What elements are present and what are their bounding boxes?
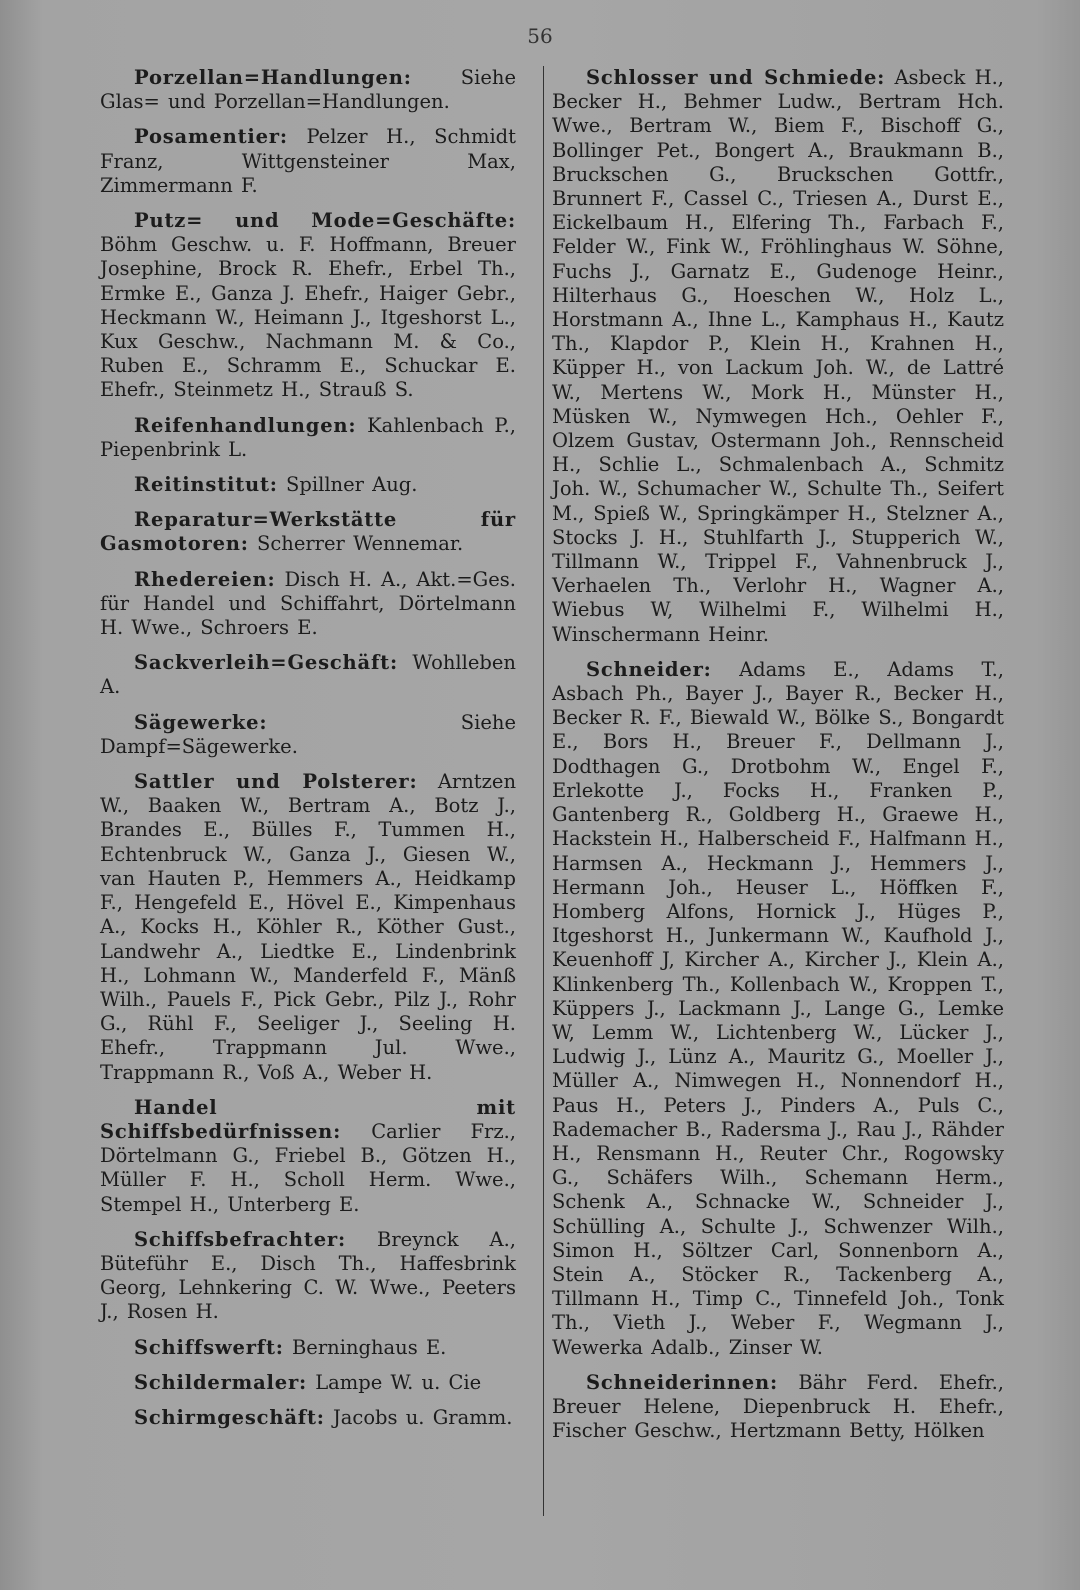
entry-posamentier — [100, 125, 516, 198]
entry-heading: Posamentier: — [134, 125, 288, 149]
entry-saegewerke — [100, 711, 516, 759]
entry-text: Asbeck H., Becker H., Behmer Ludw., Bertram Hch. Wwe., Bertram W., Biem F., Bischoff G., Bollinger Pet., Bongert A., Braukmann B., Bruckschen G., Bruckschen Gottfr., Brunnert F., Cassel C., Triesen A., Durst E., Eickelbaum H., Elfering Th., Farbach F., Felder W., Fink W., Fröhlinghaus W. Söhne, Fuchs J., Garnatz E., Gudenoge Heinr., Hilterhaus G., Hoeschen W., Holz L., Horstmann A., Ihne L., Kamphaus H., Kautz Th., Klapdor P., Klein H., Krahnen H., Küpper H., von Lackum Joh. W., de Lattré W., Mertens W., Mork H., Münster H., Müsken W., Nymwegen Hch., Oehler F., Olzem Gustav, Ostermann Joh., Rennscheid H., Schlie L., Schmalenbach A., Schmitz Joh. W., Schumacher W., Schulte Th., Seifert M., Spieß W., Springkämper H., Stelzner A., Stocks J. H., Stuhlfarth J., Stupperich W., Tillmann W., Trippel F., Vahnenbruck J., Verhaelen Th., Verlohr H., Wagner A., Wiebus W, Wilhelmi F., Wilhelmi H., Winschermann Heinr. — [552, 66, 1004, 646]
entry-putz-mode — [100, 209, 516, 403]
entry-text: Böhm Geschw. u. F. Hoffmann, Breuer Josephine, Brock R. Ehefr., Erbel Th., Ermke E., Ganza J. Ehefr., Haiger Gebr., Heckmann W., Heimann J., Itgeshorst L., Kux Geschw., Nachmann M. & Co., Ruben E., Schramm E., Schuckar E. Ehefr., Steinmetz H., Strauß S. — [100, 233, 516, 402]
entry-heading: Reparatur=Werkstätte für Gasmotoren: — [100, 508, 516, 556]
entry-reifenhandlungen — [100, 414, 516, 462]
entry-schneider — [552, 658, 1004, 1360]
entry-text: Breynck A., Büteführ E., Disch Th., Haffesbrink Georg, Lehnkering C. W. Wwe., Peeters J., Rosen H. — [100, 1227, 516, 1324]
entry-text: Disch H. A., Akt.=Ges. für Handel und Schiffahrt, Dörtelmann H. Wwe., Schroers E. — [100, 567, 517, 640]
entry-text: Lampe W. u. Cie — [315, 1370, 482, 1394]
entry-heading: Schlosser und Schmiede: — [586, 66, 886, 89]
entry-schirmgeschaeft — [100, 1406, 516, 1430]
entry-heading: Sägewerke: — [134, 710, 268, 734]
entry-schneiderinnen — [552, 1371, 1004, 1444]
entry-schiffsbeduerfnisse — [100, 1096, 516, 1217]
entry-heading: Handel mit Schiffsbedürfnissen: — [100, 1095, 516, 1143]
entry-heading: Sackverleih=Geschäft: — [134, 651, 398, 675]
entry-sattler — [100, 770, 516, 1085]
entry-text: Arntzen W., Baaken W., Bertram A., Botz J., Brandes E., Bülles F., Tummen H., Echtenbruck W., Ganza J., Giesen W., van Hauten P., Hemmers A., Heidkamp F., Hengefeld E., Hövel E., Kimpenhaus A., Kocks H., Köhler R., Köther Gust., Landwehr A., Liedtke E., Lindenbrink H., Lohmann W., Manderfeld F., Mänß Wilh., Pauels F., Pick Gebr., Pilz J., Rohr G., Rühl F., Seeliger J., Seeling H. Ehefr., Trappmann Jul. Wwe., Trappmann R., Voß A., Weber H. — [100, 770, 517, 1084]
entry-schildermaler — [100, 1371, 516, 1395]
entry-text: Pelzer H., Schmidt Franz, Wittgensteiner Max, Zimmermann F. — [100, 125, 516, 197]
entry-text: Siehe Glas= und Porzellan=Handlungen. — [100, 66, 516, 114]
entry-text: Bähr Ferd. Ehefr., Breuer Helene, Diepenbruck H. Ehefr., Fischer Geschw., Hertzmann Betty, Hölken — [552, 1370, 1004, 1443]
entry-heading: Sattler und Polsterer: — [134, 770, 418, 794]
entry-heading: Schiffswerft: — [134, 1335, 284, 1359]
entry-heading: Reifenhandlungen: — [134, 413, 357, 437]
entry-text: Wohlleben A. — [100, 651, 516, 699]
entry-heading: Reitinstitut: — [134, 473, 278, 497]
entry-heading: Schneiderinnen: — [586, 1370, 778, 1394]
entry-heading: Porzellan=Handlungen: — [134, 66, 412, 89]
entry-reitinstitut — [100, 473, 516, 497]
entry-reparatur — [100, 508, 516, 556]
entry-text: Carlier Frz., Dörtelmann G., Friebel B., Götzen H., Müller F. H., Scholl Herm. Wwe., Stempel H., Unterberg E. — [100, 1119, 516, 1216]
entry-heading: Schirmgeschäft: — [134, 1405, 325, 1429]
right-column — [552, 66, 1004, 1454]
entry-text: Scherrer Wennemar. — [256, 532, 464, 556]
entry-rhedereien — [100, 568, 516, 641]
entry-text: Jacobs u. Gramm. — [332, 1405, 513, 1429]
entry-text: Siehe Dampf=Sägewerke. — [100, 710, 516, 758]
left-column — [100, 66, 516, 1441]
entry-schlosser — [552, 66, 1004, 647]
entry-heading: Schiffsbefrachter: — [134, 1227, 346, 1251]
entry-text: Kahlenbach P., Piepenbrink L. — [100, 413, 516, 461]
entry-heading: Schneider: — [586, 657, 712, 681]
entry-porzellan — [100, 66, 516, 114]
entry-sackverleih — [100, 651, 516, 699]
entry-heading: Schildermaler: — [134, 1370, 308, 1394]
entry-schiffsbefrachter — [100, 1228, 516, 1325]
entry-text: Adams E., Adams T., Asbach Ph., Bayer J., Bayer R., Becker H., Becker R. F., Biewald W., Bölke S., Bongardt E., Bors H., Breuer F., Dellmann J., Dodthagen G., Drotbohm W., Engel F., Erlekotte J., Focks H., Franken P., Gantenberg R., Goldberg H., Graewe H., Hackstein H., Halberscheid F., Halfmann H., Harmsen A., Heckmann J., Hemmers J., Hermann Joh., Heuser L., Höffken F., Homberg Alfons, Hornick J., Hüges P., Itgeshorst H., Junkermann W., Kaufhold J., Keuenhoff J, Kircher A., Kircher J., Klein A., Klinkenberg Th., Kollenbach W., Kroppen T., Küppers J., Lackmann J., Lange G., Lemke W, Lemm W., Lichtenberg W., Lücker J., Ludwig J., Lünz A., Mauritz G., Moeller J., Müller A., Nimwegen H., Nonnendorf H., Paus H., Peters J., Pinders A., Puls C., Rademacher B., Radersma J., Rau J., Rähder H., Rensmann H., Reuter Chr., Rogowsky G., Schäfers Wilh., Schemann Herm., Schenk A., Schnacke W., Schneider J., Schülling A., Schulte J., Schwenzer Wilh., Simon H., Söltzer Carl, Sonnenborn A., Stein A., Stöcker R., Tackenberg A., Tillmann H., Timp C., Tinnefeld Joh., Tonk Th., Vieth J., Weber F., Wegmann J., Wewerka Adalb., Zinser W. — [552, 657, 1004, 1359]
entry-heading: Rhedereien: — [134, 567, 276, 591]
column-divider — [543, 66, 544, 1516]
entry-text: Berninghaus E. — [291, 1335, 447, 1359]
entry-schiffswerft — [100, 1336, 516, 1360]
entry-text: Spillner Aug. — [286, 473, 418, 497]
page-number: 56 — [527, 24, 553, 48]
entry-heading: Putz= und Mode=Geschäfte: — [134, 209, 516, 233]
